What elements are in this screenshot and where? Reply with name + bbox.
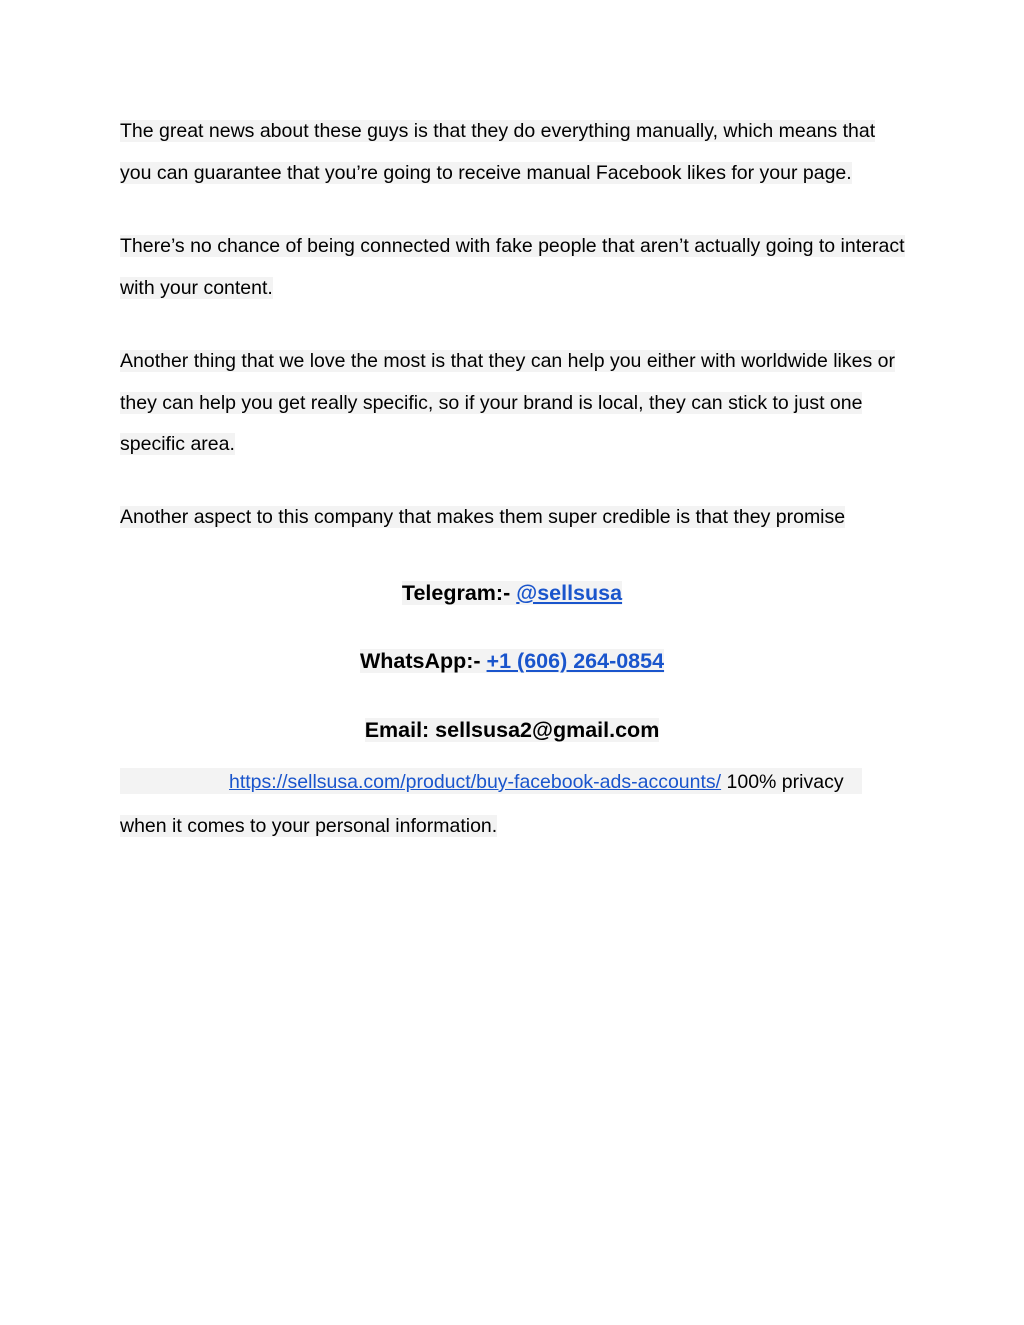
whatsapp-label: WhatsApp:- [359,649,481,673]
paragraph-credible [120,497,910,539]
telegram-contact [0,579,1024,607]
telegram-label: Telegram:- [401,581,511,605]
whatsapp-link[interactable]: +1 (606) 264-0854 [486,649,665,673]
closing-text: when it comes to your personal information. [120,815,498,837]
email-contact [0,716,1024,744]
paragraph-text: Another thing that we love the most is that they can help you either with worldwide likes or they can help you get really specific, so if your brand is local, they can stick to just one specific area. [120,350,895,455]
paragraph-no-fake-people [120,226,910,309]
closing-line-2 [120,812,497,840]
product-link[interactable]: https://sellsusa.com/product/buy-facebook-ads-accounts/ [229,771,722,793]
paragraph-text: There’s no chance of being connected with fake people that aren’t actually going to interact with your content. [120,235,905,299]
privacy-text: 100% privacy [726,771,844,793]
telegram-link[interactable]: @sellsusa [516,581,623,605]
whatsapp-contact [0,647,1024,675]
paragraph-text: Another aspect to this company that makes them super credible is that they promise [120,506,846,528]
paragraph-worldwide-likes [120,341,910,466]
paragraph-manual-likes [120,111,910,194]
email-text: Email: sellsusa2@gmail.com [364,718,660,742]
closing-line-1 [120,768,862,794]
paragraph-text: The great news about these guys is that they do everything manually, which means that you can guarantee that you’re going to receive manual Facebook likes for your page. [120,120,876,184]
